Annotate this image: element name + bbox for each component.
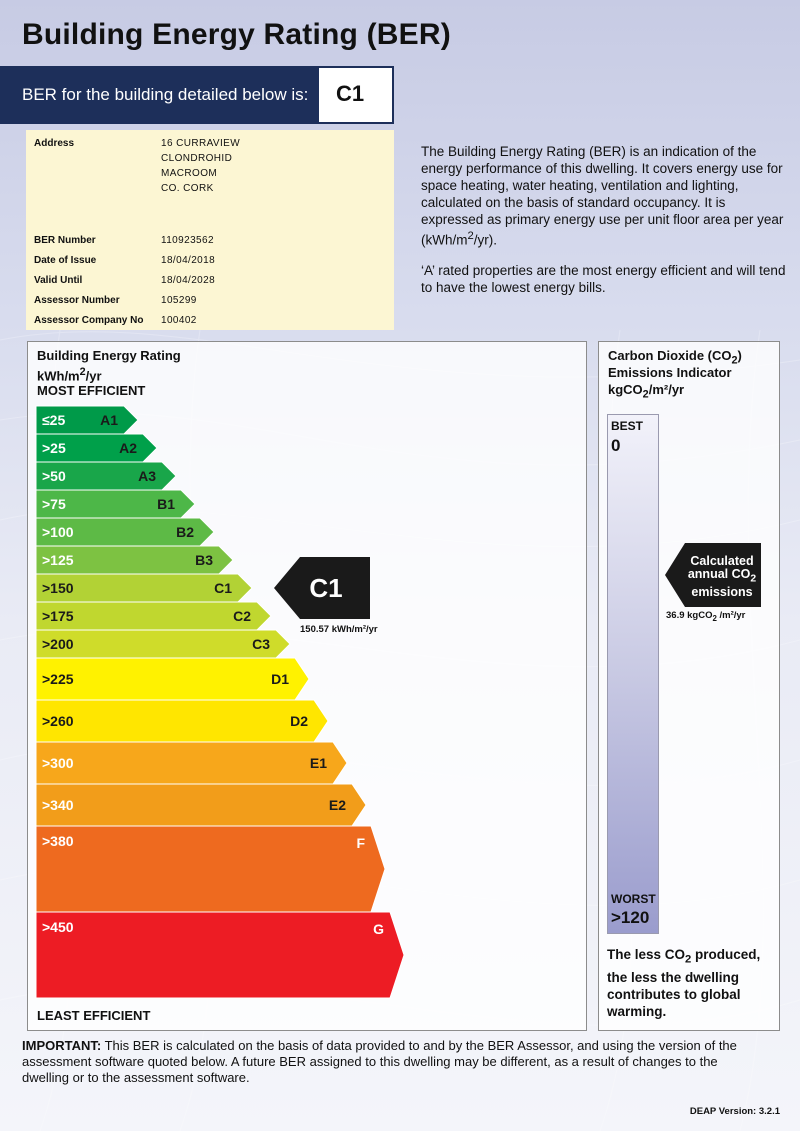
band-grade-label: E2: [328, 797, 346, 813]
important-label: IMPORTANT:: [22, 1038, 102, 1053]
band-grade-label: A3: [138, 468, 156, 484]
least-efficient-label: LEAST EFFICIENT: [37, 1008, 151, 1023]
chart-title: Building Energy Rating: [37, 348, 181, 363]
banner-text: BER for the building detailed below is:: [22, 85, 309, 104]
band-a2: [36, 434, 157, 462]
important-notice: [22, 1038, 762, 1086]
band-range-label: >225: [42, 671, 74, 687]
band-grade-label: D1: [271, 671, 289, 687]
rating-value-label: 150.57 kWh/m²/yr: [300, 624, 378, 635]
band-d1: [36, 658, 309, 700]
co2-panel: [598, 341, 780, 1031]
band-g: [36, 912, 404, 998]
band-grade-label: D2: [290, 713, 308, 729]
band-grade-label: F: [356, 835, 365, 851]
co2-value-unit: /m²/yr: [716, 610, 746, 621]
co2-unit-text: kgCO: [608, 382, 643, 397]
band-range-label: >340: [42, 797, 74, 813]
chart-unit-text-end: /yr: [85, 368, 102, 384]
band-range-label: >75: [42, 496, 66, 512]
band-d2: [36, 700, 328, 742]
ber-number-label: BER Number: [34, 235, 96, 246]
band-grade-label: A1: [100, 412, 118, 428]
band-a1: [36, 406, 138, 434]
band-range-label: >100: [42, 524, 74, 540]
co2-value-subscript: 2: [712, 613, 717, 623]
address-label: Address: [34, 138, 75, 149]
band-bar: [36, 700, 328, 742]
band-c3: [36, 630, 290, 658]
co2-arrow-text: annual CO: [687, 567, 751, 581]
assessor-number-value: 105299: [161, 295, 197, 306]
band-bar: [36, 658, 309, 700]
band-bar: [36, 784, 366, 826]
valid-until-label: Valid Until: [34, 275, 83, 286]
band-range-label: >50: [42, 468, 66, 484]
co2-title-text-end: ): [737, 348, 742, 363]
band-c1: [36, 574, 252, 602]
co2-title: [608, 348, 742, 367]
band-grade-label: C3: [252, 636, 270, 652]
co2-best-value: 0: [611, 436, 621, 455]
band-range-label: ≤25: [42, 412, 66, 428]
address-value: [161, 136, 240, 196]
banner-rating-box: [319, 68, 392, 122]
band-range-label: >200: [42, 636, 74, 652]
band-b2: [36, 518, 214, 546]
band-bar: [36, 826, 385, 912]
deap-version: DEAP Version: 3.2.1: [689, 1106, 780, 1117]
band-a3: [36, 462, 176, 490]
building-details-box: [26, 130, 394, 330]
page-title: Building Energy Rating (BER): [22, 18, 451, 51]
address-line: CLONDROHID: [161, 153, 233, 164]
band-bar: [36, 912, 404, 998]
assessor-number-label: Assessor Number: [34, 295, 120, 306]
band-b3: [36, 546, 233, 574]
band-b1: [36, 490, 195, 518]
co2-unit-text-end: /m²/yr: [648, 382, 685, 397]
co2-footer-subscript: 2: [685, 953, 692, 966]
a-rated-note: ‘A’ rated properties are the most energy efficient and will tend to have the lowest energy bills.: [421, 263, 786, 295]
band-grade-label: C1: [214, 580, 232, 596]
co2-title-subscript: 2: [731, 354, 738, 367]
co2-worst-label: WORST: [611, 892, 656, 906]
co2-arrow-line: emissions: [691, 584, 753, 599]
band-e1: [36, 742, 347, 784]
description-text-end: /yr).: [473, 232, 498, 248]
band-range-label: >25: [42, 440, 66, 456]
chart-unit-text: kWh/m: [37, 368, 80, 384]
description-text: The Building Energy Rating (BER) is an indication of the energy performance of this dwelling. It covers energy use for space heating, water heating, ventilation and lighting, calculated on the basis of standard occupancy. It is expressed as primary energy use per unit floor area per year (kWh/m: [421, 144, 784, 248]
ber-number-value: 110923562: [161, 235, 214, 246]
band-f: [36, 826, 385, 912]
band-grade-label: B2: [176, 524, 194, 540]
co2-footer-note: [607, 946, 777, 1020]
band-range-label: >175: [42, 608, 74, 624]
address-line: CO. CORK: [161, 183, 214, 194]
ber-band-chart: [28, 342, 586, 1030]
co2-arrow-line: [679, 568, 765, 586]
co2-best-label: BEST: [611, 419, 644, 433]
assessor-company-label: Assessor Company No: [34, 315, 144, 326]
ber-banner: [0, 66, 394, 124]
rating-arrow-label: C1: [309, 573, 343, 603]
band-range-label: >125: [42, 552, 74, 568]
band-grade-label: C2: [233, 608, 251, 624]
co2-unit: [608, 382, 684, 401]
co2-scale-bar: [607, 414, 659, 934]
band-grade-label: B3: [195, 552, 213, 568]
co2-title-text: Carbon Dioxide (CO: [608, 348, 732, 363]
ber-description: [421, 143, 791, 249]
co2-subtitle: Emissions Indicator: [608, 365, 732, 380]
co2-arrow-subscript: 2: [750, 573, 757, 585]
band-grade-label: G: [373, 921, 384, 937]
band-bar: [36, 742, 347, 784]
co2-worst-value: >120: [611, 908, 650, 927]
band-grade-label: B1: [157, 496, 175, 512]
chart-unit-superscript: 2: [79, 366, 86, 378]
most-efficient-label: MOST EFFICIENT: [37, 383, 146, 398]
description-superscript: 2: [467, 230, 474, 242]
valid-until-value: 18/04/2028: [161, 275, 216, 286]
address-line: MACROOM: [161, 168, 218, 179]
co2-arrow-label: [679, 555, 765, 599]
rating-arrow: [274, 557, 378, 635]
band-range-label: >450: [42, 919, 74, 935]
band-range-label: >260: [42, 713, 74, 729]
energy-rating-panel: [27, 341, 587, 1031]
band-grade-label: A2: [119, 440, 137, 456]
co2-footer-text-end: produced, the less the dwelling contributes to global warming.: [607, 947, 761, 1019]
assessor-company-value: 100402: [161, 315, 197, 326]
band-range-label: >380: [42, 833, 74, 849]
band-range-label: >300: [42, 755, 74, 771]
co2-unit-subscript: 2: [642, 388, 649, 401]
important-text: This BER is calculated on the basis of data provided to and by the BER Assessor, and using the version of the assessment software quoted below. A future BER assigned to this dwelling may be different, as a result of changes to the dwelling or to the assessment software.: [22, 1038, 737, 1085]
co2-value: [666, 610, 745, 623]
date-of-issue-value: 18/04/2018: [161, 255, 216, 266]
date-of-issue-label: Date of Issue: [34, 255, 97, 266]
co2-footer-text: The less CO: [607, 947, 686, 962]
band-range-label: >150: [42, 580, 74, 596]
band-grade-label: E1: [309, 755, 327, 771]
band-c2: [36, 602, 271, 630]
band-e2: [36, 784, 366, 826]
co2-value-text: 36.9 kgCO: [666, 610, 713, 621]
address-line: 16 CURRAVIEW: [161, 138, 241, 149]
banner-rating: C1: [336, 81, 365, 106]
co2-arrow-line: Calculated: [690, 554, 754, 568]
